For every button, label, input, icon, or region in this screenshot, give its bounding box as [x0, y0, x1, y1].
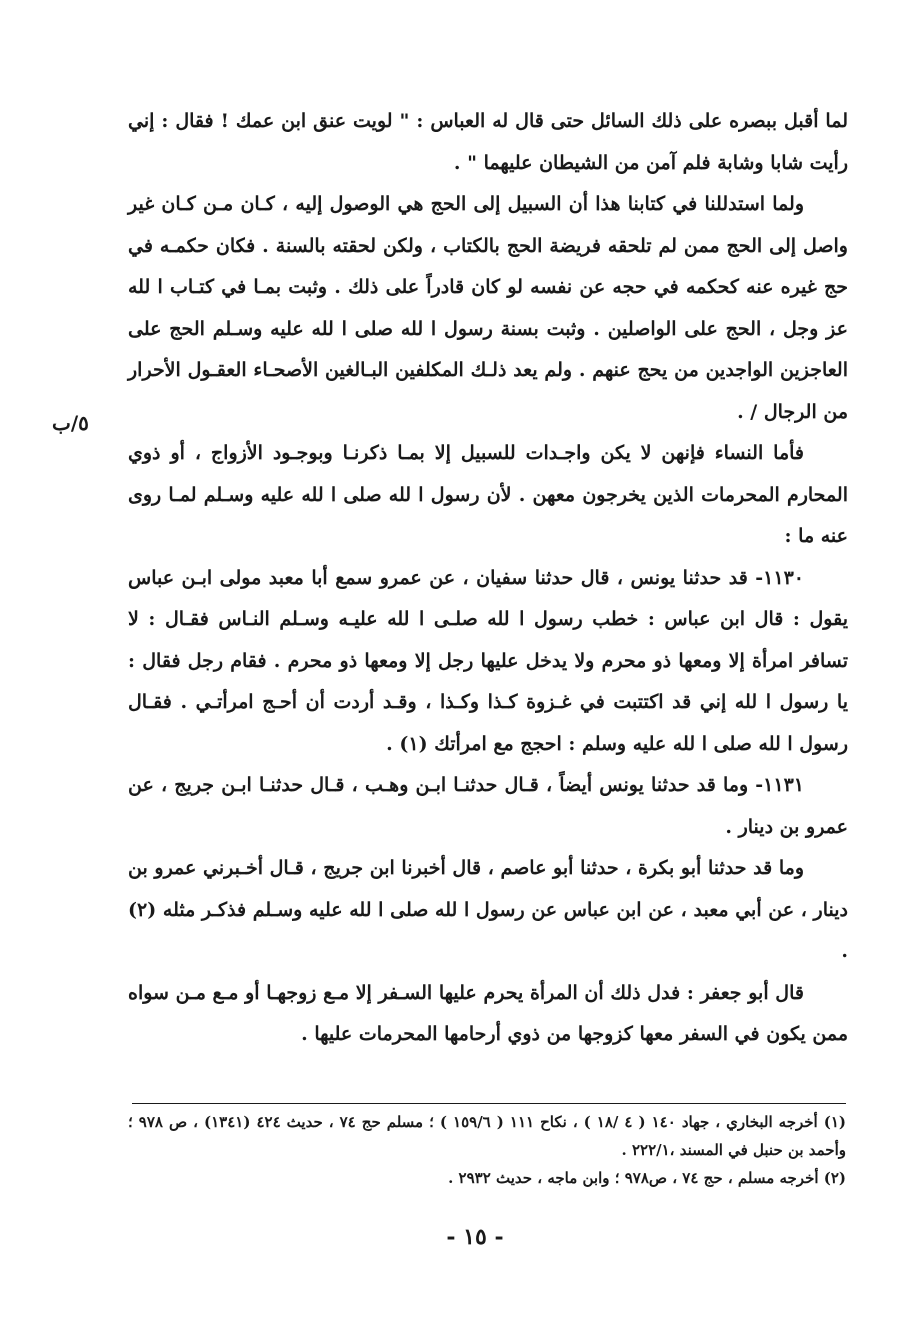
footnote-divider — [132, 1103, 846, 1104]
footnote-2: (٢) أخرجه مسلم ، حج ٧٤ ، ص٩٧٨ ؛ وابن ماجه ، حديث ٢٩٣٢ . — [448, 1169, 846, 1187]
paragraph-3: فأما النساء فإنهن لا يكن واجـدات للسبيل إلا بمـا ذكرنـا وبوجـود الأزواج ، أو ذوي المحارم المحرمات الذين يخرجون معهن . لأن رسول ا لله صلى ا لله عليه وسـلم لمـا روى عنه ما : — [128, 442, 848, 547]
main-text — [128, 101, 848, 1056]
footnote-1: (١) أخرجه البخاري ، جهاد ١٤٠ ( ٤ /١٨ ) ، نكاح ١١١ ( ١٥٩/٦ ) ؛ مسلم حج ٧٤ ، حديث ٤٢٤ (١٣٤١) ، ص ٩٧٨ ؛ وأحمد بن حنبل في المسند ،٢٢٢/١ . — [128, 1113, 846, 1159]
hadith-1131: ١١٣١- وما قد حدثنا يونس أيضاً ، قـال حدثنـا ابـن وهـب ، قـال حدثنـا ابـن جريج ، عن عمرو بن دينار . — [128, 774, 848, 838]
paragraph-6: وما قد حدثنا أبو بكرة ، حدثنا أبو عاصم ، قال أخبرنا ابن جريج ، قـال أخـبرني عمرو بن دينار ، عن أبي معبد ، عن ابن عباس عن رسول ا لله صلى ا لله عليه وسـلم فذكـر مثله (٢) . — [128, 857, 848, 962]
paragraph-2: ولما استدللنا في كتابنا هذا أن السبيل إلى الحج هي الوصول إليه ، كـان مـن كـان غير واصل إلى الحج ممن لم تلحقه فريضة الحج بالكتاب ، ولكن لحقته بالسنة . فكان حكمـه في حج غيره عنه كحكمه في حجه عن نفسه لو كان قادراً على ذلك . وثبت بمـا في كتـاب ا لله عز وجل ، الحج على الواصلين . وثبت بسنة رسول ا لله صلى ا لله عليه وسـلم الحج على العاجزين الواجدين من يحج عنهم . ولم يعد ذلـك المكلفين البـالغين الأصحـاء العقـول الأحرار من الرجال / . — [128, 193, 848, 423]
margin-folio-note: ٥/ب — [52, 411, 89, 435]
footnotes — [128, 1108, 846, 1192]
paragraph-7: قال أبو جعفر : فدل ذلك أن المرأة يحرم عليها السـفر إلا مـع زوجهـا أو مـع مـن سواه ممن يكون في السفر معها كزوجها من ذوي أرحامها المحرمات عليها . — [128, 981, 848, 1045]
hadith-1130: ١١٣٠- قد حدثنا يونس ، قال حدثنا سفيان ، عن عمرو سمع أبا معبد مولى ابـن عباس يقول : قال ابن عباس : خطب رسول ا لله صلـى ا لله عليـه وسـلم النـاس فقـال : لا تسافر امرأة إلا ومعها ذو محرم ولا يدخل عليها رجل إلا ومعها ذو محرم . فقام رجل فقال : يا رسول ا لله إني قد اكتتبت في غـزوة كـذا وكـذا ، وقـد أردت أن أحـج امرأتـي . فقـال رسول ا لله صلى ا لله عليه وسلم : احجج مع امرأتك (١) . — [128, 566, 848, 755]
paragraph-1: لما أقبل ببصره على ذلك السائل حتى قال له العباس : " لويت عنق ابن عمك ! فقال : إني رأيت شابا وشابة فلم آمن من الشيطان عليهما " . — [128, 110, 848, 174]
page-number: - ١٥ - — [446, 1224, 504, 1250]
